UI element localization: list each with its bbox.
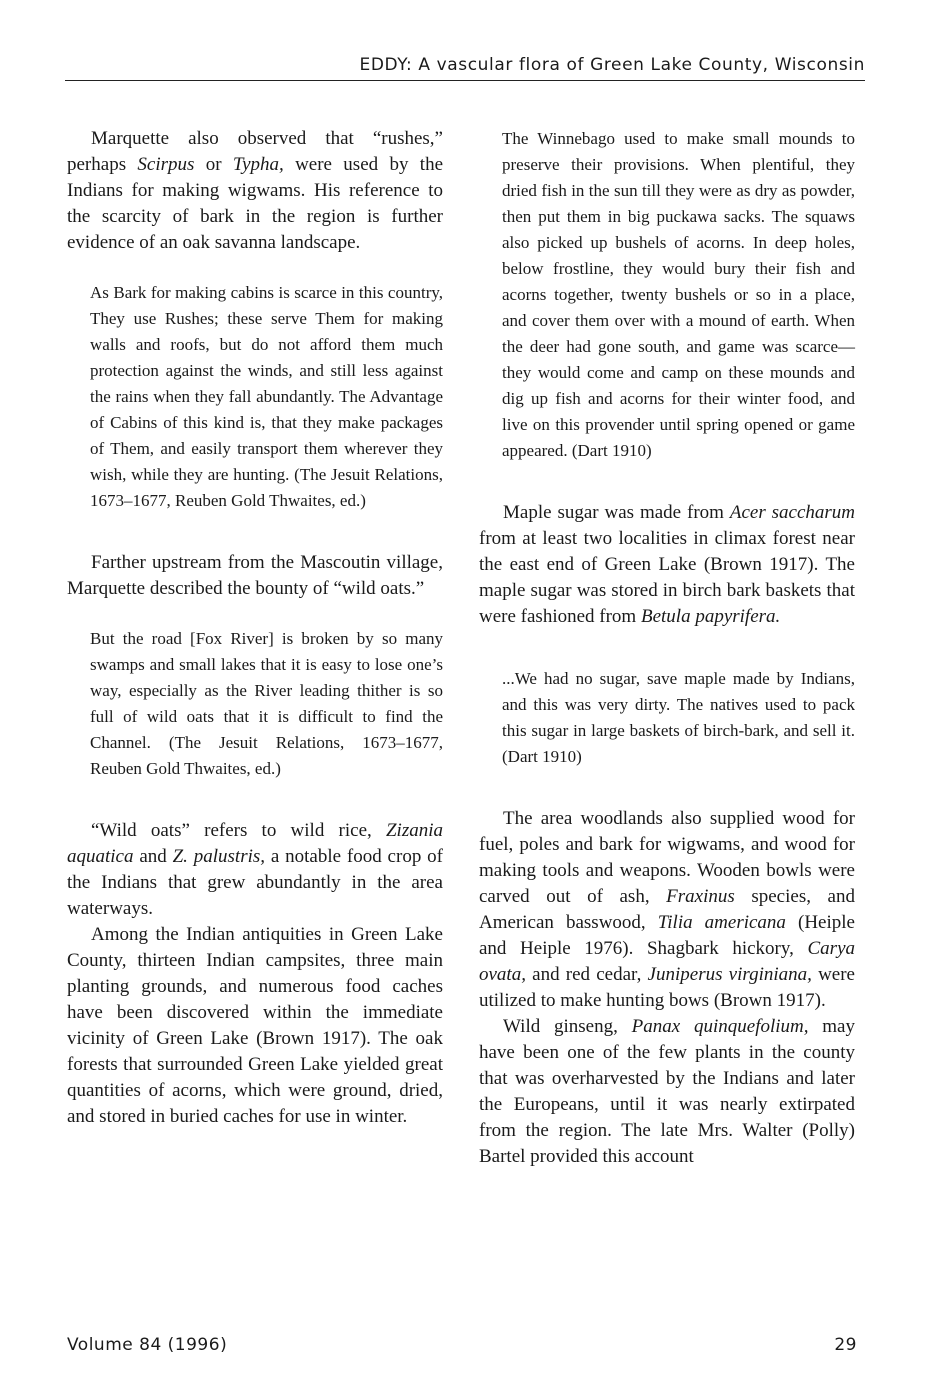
paragraph-wild-rice: “Wild oats” refers to wild rice, Zizania aquatica and Z. palustris, a notable food crop of the Indians that grew abundantly in the area waterways. — [67, 820, 443, 919]
block-quote-winnebago-mounds: The Winnebago used to make small mounds to preserve their provisions. When plentiful, they dried fish in the sun till they were as dry as powder, then put them in big puckawa sacks. The squaws also picked up bushels of acorns. In deep holes, below frostline, they would bury their fish and acorns together, twenty bushels or so in a place, and cover them over with a mound of earth. When the deer had gone south, and game was scarce—they would come and camp on these mounds and dig up fish and acorns for their winter food, and live on this provender until spring opened or game appeared. (Dart 1910) — [502, 129, 855, 460]
block-quote-bark-cabins: As Bark for making cabins is scarce in this country, They use Rushes; these serve Them for making walls and roofs, but do not afford them much protection against the winds, and still less against the rains when they fall abundantly. The Advantage of Cabins of this kind is, that they make packages of Them, and easily transport them wherever they wish, while they are hunting. (The Jesuit Relations, 1673–1677, Reuben Gold Thwaites, ed.) — [90, 283, 443, 510]
paragraph-wild-oats-intro: Farther upstream from the Mascoutin village, Marquette described the bounty of “wild oats.” — [67, 552, 443, 599]
paragraph-maple-sugar: Maple sugar was made from Acer saccharum from at least two localities in climax forest near the east end of Green Lake (Brown 1917). The maple sugar was stored in birch bark baskets that were fashioned from Betula papyrifera. — [479, 502, 855, 627]
paragraph-woodlands: The area woodlands also supplied wood for fuel, poles and bark for wigwams, and wood for making tools and weapons. Wooden bowls were carved out of ash, Fraxinus species, and American basswood, Tilia americana (Heiple and Heiple 1976). Shagbark hickory, Carya ovata, and red cedar, Juniperus virginiana, were utilized to make hunting bows (Brown 1917). — [479, 808, 855, 1011]
paragraph-marquette-rushes: Marquette also observed that “rushes,” perhaps Scirpus or Typha, were used by the Indians for making wigwams. His reference to the scarcity of bark in the region is further evidence of an oak savanna landscape. — [67, 128, 443, 253]
paragraph-indian-antiquities: Among the Indian antiquities in Green Lake County, thirteen Indian campsites, three main planting grounds, and numerous food caches have been discovered within the immediate vicinity of Green Lake (Brown 1917). The oak forests that surrounded Green Lake yielded great quantities of acorns, which were ground, dried, and stored in buried caches for use in winter. — [67, 924, 443, 1127]
volume-label: Volume 84 (1996) — [67, 1335, 228, 1355]
right-column — [479, 126, 855, 1170]
running-header: EDDY: A vascular flora of Green Lake County, Wisconsin — [65, 55, 865, 81]
left-column — [67, 126, 443, 1130]
block-quote-maple-sugar: ...We had no sugar, save maple made by Indians, and this was very dirty. The natives used to pack this sugar in large baskets of birch-bark, and sell it. (Dart 1910) — [502, 669, 855, 766]
paragraph-wild-ginseng: Wild ginseng, Panax quinquefolium, may have been one of the few plants in the county that was overharvested by the Indians and later the Europeans, until it was nearly extirpated from the region. The late Mrs. Walter (Polly) Bartel provided this account — [479, 1016, 855, 1167]
page-footer — [67, 1335, 857, 1355]
block-quote-fox-river: But the road [Fox River] is broken by so many swamps and small lakes that it is easy to lose one’s way, especially as the River leading thither is so full of wild oats that it is difficult to find the Channel. (The Jesuit Relations, 1673–1677, Reuben Gold Thwaites, ed.) — [90, 629, 443, 778]
page-number: 29 — [834, 1335, 857, 1355]
